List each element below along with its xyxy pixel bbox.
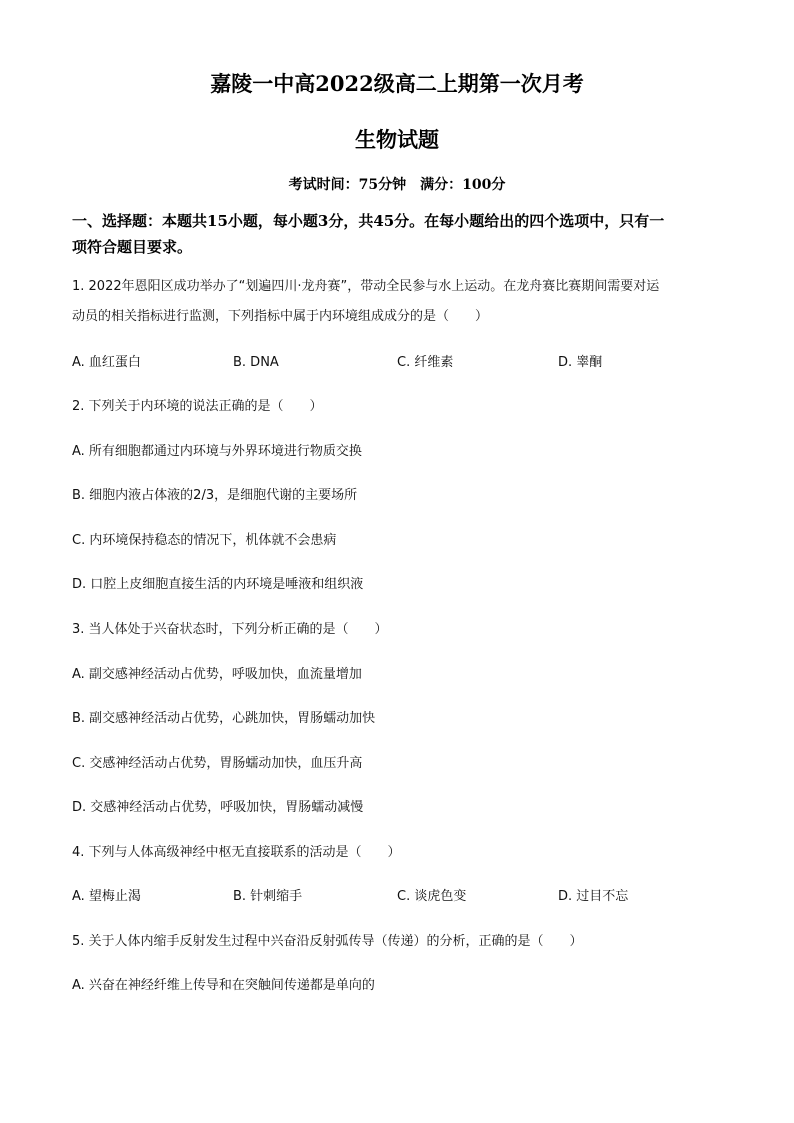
exam-info: 考试时间：75分钟 满分：100分 — [288, 177, 506, 193]
section-heading — [72, 208, 728, 260]
q1-stem-line2: 动员的相关指标进行监测，下列指标中属于内环境组成成分的是（ ） — [72, 309, 489, 324]
q1-stem-line1: 1. 2022年恩阳区成功举办了“划遍四川·龙舟赛”，带动全民参与水上运动。在龙舟赛比赛期间需要对运 — [72, 279, 660, 294]
q2-stem: 2. 下列关于内环境的说法正确的是（ ） — [72, 399, 323, 414]
q3-option-d: D. 交感神经活动占优势，呼吸加快，胃肠蠕动减慢 — [72, 800, 364, 815]
q4-option-c: C. 谈虎色变 — [397, 889, 467, 904]
q3-option-c: C. 交感神经活动占优势，胃肠蠕动加快，血压升高 — [72, 756, 363, 771]
exam-title: 嘉陵一中高2022级高二上期第一次月考 — [210, 71, 584, 96]
subject-title: 生物试题 — [355, 127, 439, 152]
q1-option-b: B. DNA — [233, 355, 279, 370]
q4-option-b: B. 针刺缩手 — [233, 889, 303, 904]
q3-stem: 3. 当人体处于兴奋状态时，下列分析正确的是（ ） — [72, 622, 388, 637]
q2-option-d: D. 口腔上皮细胞直接生活的内环境是唾液和组织液 — [72, 577, 364, 592]
q3-option-b: B. 副交感神经活动占优势，心跳加快，胃肠蠕动加快 — [72, 711, 376, 726]
q2-option-b: B. 细胞内液占体液的2/3，是细胞代谢的主要场所 — [72, 488, 358, 503]
q2-option-a: A. 所有细胞都通过内环境与外界环境进行物质交换 — [72, 444, 362, 459]
q5-stem: 5. 关于人体内缩手反射发生过程中兴奋沿反射弧传导（传递）的分析，正确的是（ ） — [72, 934, 583, 949]
q4-stem: 4. 下列与人体高级神经中枢无直接联系的活动是（ ） — [72, 845, 401, 860]
section-heading-line1: 一、选择题：本题共15小题，每小题3分，共45分。在每小题给出的四个选项中，只有一 — [72, 212, 665, 230]
q4-option-d: D. 过目不忘 — [558, 889, 629, 904]
q5-option-a: A. 兴奋在神经纤维上传导和在突触间传递都是单向的 — [72, 978, 375, 993]
q4-option-a: A. 望梅止渴 — [72, 889, 141, 904]
q1-option-c: C. 纤维素 — [397, 355, 454, 370]
q1-option-d: D. 睾酮 — [558, 355, 603, 370]
q2-option-c: C. 内环境保持稳态的情况下，机体就不会患病 — [72, 533, 337, 548]
q1-option-a: A. 血红蛋白 — [72, 355, 141, 370]
section-heading-line2: 项符合题目要求。 — [72, 238, 193, 256]
q3-option-a: A. 副交感神经活动占优势，呼吸加快，血流量增加 — [72, 667, 362, 682]
